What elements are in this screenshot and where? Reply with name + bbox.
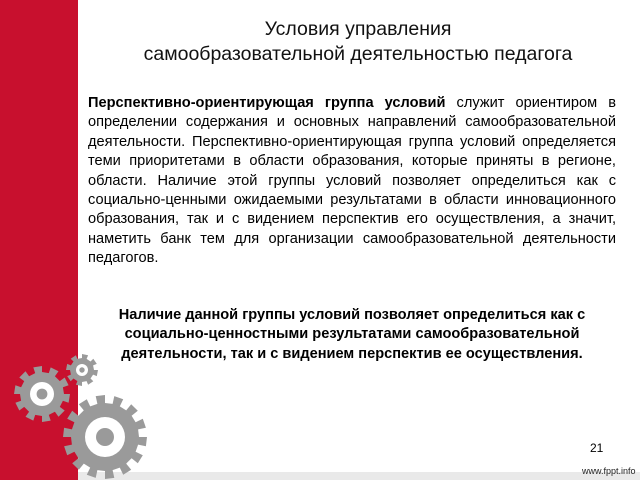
- small-gear-icon: [14, 366, 70, 422]
- conclusion-paragraph: Наличие данной группы условий позволяет определиться как с социально-ценностными результатами самообразовательной деятельности, так и с видением перспектив ее осуществления.: [118, 307, 586, 362]
- tiny-gear-icon: [66, 354, 98, 386]
- body-lead-bold: Перспективно-ориентирующая группа условий: [88, 95, 446, 111]
- large-gear-icon: [63, 395, 147, 479]
- bottom-strip: [78, 472, 640, 480]
- gears-icon: [10, 352, 160, 480]
- slide-title: [92, 17, 624, 67]
- body-paragraph: [88, 94, 616, 269]
- body-text: служит ориентиром в определении содержания и основных направлений самообразовательной деятельности. Перспективно-ориентирующая группа условий определяется теми приоритетами в области образования, которые приняты в регионе, области. Наличие этой группы условий позволяет определиться как с социально-ценными ожидаемыми результатами в области инновационного образования, так и с видением перспектив его осуществления, а значит, наметить банк тем для организации самообразовательной деятельности педагогов.: [88, 95, 617, 267]
- title-line-1: Условия управления: [264, 18, 452, 40]
- page-number: 21: [590, 441, 604, 455]
- watermark-text: www.fppt.info: [582, 466, 636, 476]
- title-line-2: самообразовательной деятельностью педагога: [143, 43, 573, 65]
